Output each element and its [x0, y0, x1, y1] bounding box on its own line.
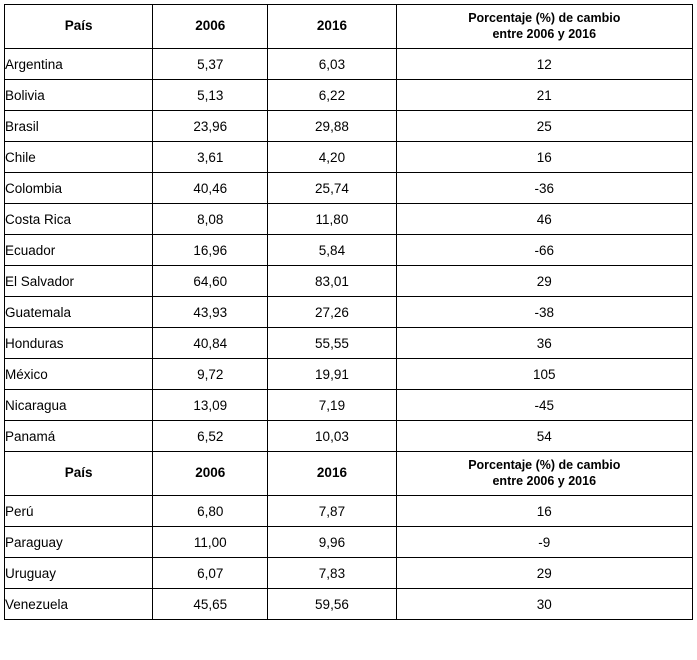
cell-percent-change: -45 [396, 390, 692, 421]
cell-2016: 19,91 [268, 359, 396, 390]
table-row [5, 328, 693, 359]
table-row [5, 390, 693, 421]
cell-2016: 6,22 [268, 80, 396, 111]
cell-percent-change: -38 [396, 297, 692, 328]
table-row [5, 204, 693, 235]
cell-country: Bolivia [5, 80, 153, 111]
cell-percent-change: 54 [396, 421, 692, 452]
cell-2006: 5,37 [153, 49, 268, 80]
header-percent-change [396, 5, 692, 49]
cell-2016: 7,83 [268, 558, 396, 589]
cell-country: Uruguay [5, 558, 153, 589]
cell-percent-change: 36 [396, 328, 692, 359]
header-country: País [5, 452, 153, 496]
header-year-2006: 2006 [153, 452, 268, 496]
cell-percent-change: 46 [396, 204, 692, 235]
table-row [5, 558, 693, 589]
cell-2006: 5,13 [153, 80, 268, 111]
header-year-2006: 2006 [153, 5, 268, 49]
cell-2006: 11,00 [153, 527, 268, 558]
cell-2016: 9,96 [268, 527, 396, 558]
table-header-row [5, 452, 693, 496]
cell-2006: 16,96 [153, 235, 268, 266]
cell-2016: 55,55 [268, 328, 396, 359]
cell-2006: 40,46 [153, 173, 268, 204]
cell-2016: 5,84 [268, 235, 396, 266]
cell-country: Perú [5, 496, 153, 527]
cell-percent-change: 21 [396, 80, 692, 111]
table-row [5, 80, 693, 111]
table-row [5, 235, 693, 266]
document-sheet [0, 4, 697, 660]
cell-2016: 27,26 [268, 297, 396, 328]
header-year-2016: 2016 [268, 452, 396, 496]
cell-2016: 25,74 [268, 173, 396, 204]
cell-2006: 9,72 [153, 359, 268, 390]
cell-2016: 83,01 [268, 266, 396, 297]
cell-country: Nicaragua [5, 390, 153, 421]
cell-country: Guatemala [5, 297, 153, 328]
table-row [5, 49, 693, 80]
cell-country: Argentina [5, 49, 153, 80]
cell-country: Panamá [5, 421, 153, 452]
table-header-row [5, 5, 693, 49]
country-change-table [4, 4, 693, 620]
cell-percent-change: -66 [396, 235, 692, 266]
cell-percent-change: -9 [396, 527, 692, 558]
cell-2006: 8,08 [153, 204, 268, 235]
cell-2006: 23,96 [153, 111, 268, 142]
header-percent-change-line2: entre 2006 y 2016 [492, 473, 597, 488]
cell-2006: 6,80 [153, 496, 268, 527]
cell-country: Ecuador [5, 235, 153, 266]
header-year-2016: 2016 [268, 5, 396, 49]
cell-2016: 59,56 [268, 589, 396, 620]
cell-percent-change: 12 [396, 49, 692, 80]
cell-percent-change: -36 [396, 173, 692, 204]
cell-2006: 13,09 [153, 390, 268, 421]
header-percent-change [396, 452, 692, 496]
cell-country: Chile [5, 142, 153, 173]
cell-2006: 64,60 [153, 266, 268, 297]
cell-2016: 10,03 [268, 421, 396, 452]
table-row [5, 496, 693, 527]
cell-country: El Salvador [5, 266, 153, 297]
cell-country: Colombia [5, 173, 153, 204]
table-row [5, 297, 693, 328]
cell-2006: 3,61 [153, 142, 268, 173]
table-row [5, 266, 693, 297]
header-country: País [5, 5, 153, 49]
cell-country: Honduras [5, 328, 153, 359]
cell-country: Brasil [5, 111, 153, 142]
cell-percent-change: 16 [396, 142, 692, 173]
cell-2016: 4,20 [268, 142, 396, 173]
header-percent-change-line1: Porcentaje (%) de cambio [468, 457, 621, 472]
cell-2016: 7,19 [268, 390, 396, 421]
cell-2006: 40,84 [153, 328, 268, 359]
table-row [5, 173, 693, 204]
table-row [5, 359, 693, 390]
cell-2016: 11,80 [268, 204, 396, 235]
cell-percent-change: 30 [396, 589, 692, 620]
cell-2006: 45,65 [153, 589, 268, 620]
cell-percent-change: 16 [396, 496, 692, 527]
cell-2006: 43,93 [153, 297, 268, 328]
header-percent-change-line1: Porcentaje (%) de cambio [468, 10, 621, 25]
cell-percent-change: 29 [396, 558, 692, 589]
cell-2006: 6,52 [153, 421, 268, 452]
cell-country: Venezuela [5, 589, 153, 620]
cell-country: México [5, 359, 153, 390]
cell-country: Paraguay [5, 527, 153, 558]
table-row [5, 142, 693, 173]
table-row [5, 111, 693, 142]
table-row [5, 589, 693, 620]
table-row [5, 421, 693, 452]
cell-country: Costa Rica [5, 204, 153, 235]
cell-2006: 6,07 [153, 558, 268, 589]
cell-2016: 6,03 [268, 49, 396, 80]
cell-2016: 29,88 [268, 111, 396, 142]
table-row [5, 527, 693, 558]
cell-percent-change: 29 [396, 266, 692, 297]
cell-2016: 7,87 [268, 496, 396, 527]
header-percent-change-line2: entre 2006 y 2016 [492, 26, 597, 41]
cell-percent-change: 105 [396, 359, 692, 390]
cell-percent-change: 25 [396, 111, 692, 142]
